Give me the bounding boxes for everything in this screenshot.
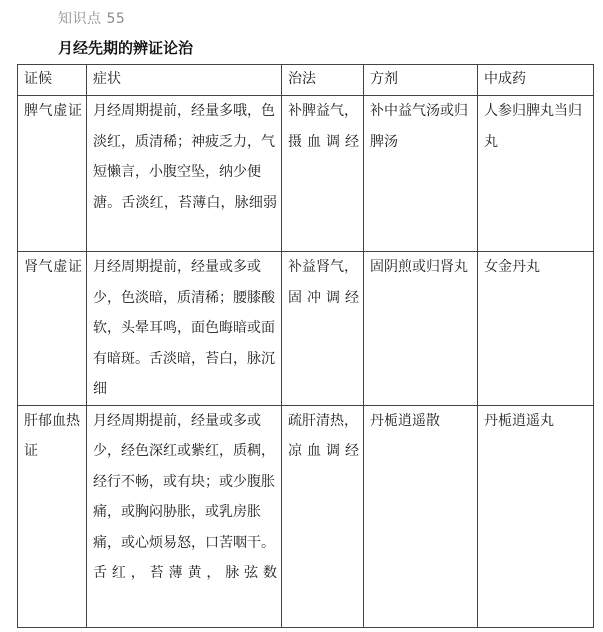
document-title: 月经先期的辨证论治 — [58, 39, 194, 57]
header-patent-medicine: 中成药 — [478, 65, 594, 96]
table-row — [18, 252, 594, 406]
symptoms-cell: 月经周期提前，经量或多或少，色淡暗，质清稀；腰膝酸软，头晕耳鸣，面色晦暗或面有暗斑。舌淡暗，苔白，脉沉细 — [87, 252, 282, 406]
header-formula: 方剂 — [364, 65, 478, 96]
formula-cell: 丹栀逍遥散 — [364, 405, 478, 627]
table-header-row — [18, 65, 594, 96]
syndrome-treatment-table — [17, 64, 594, 628]
table-row — [18, 96, 594, 252]
header-symptoms: 症状 — [87, 65, 282, 96]
header-syndrome: 证候 — [18, 65, 87, 96]
knowledge-point-label: 知识点 55 — [58, 11, 126, 27]
table-row — [18, 405, 594, 627]
patent-medicine-cell: 人参归脾丸当归丸 — [478, 96, 594, 252]
symptoms-cell: 月经周期提前，经量多哦，色淡红，质清稀；神疲乏力，气短懒言，小腹空坠，纳少便溏。舌淡红，苔薄白，脉细弱 — [87, 96, 282, 252]
symptoms-cell: 月经周期提前，经量或多或少，经色深红或紫红，质稠，经行不畅，或有块；或少腹胀痛，或胸闷胁胀，或乳房胀痛，或心烦易怒，口苦咽干。舌红，苔薄黄，脉弦数 — [87, 405, 282, 627]
formula-cell: 固阴煎或归肾丸 — [364, 252, 478, 406]
syndrome-cell: 肝郁血热证 — [18, 405, 87, 627]
treatment-cell: 疏肝清热，凉血调经 — [282, 405, 364, 627]
treatment-cell: 补脾益气，摄血调经 — [282, 96, 364, 252]
treatment-cell: 补益肾气，固冲调经 — [282, 252, 364, 406]
syndrome-cell: 肾气虚证 — [18, 252, 87, 406]
syndrome-cell: 脾气虚证 — [18, 96, 87, 252]
formula-cell: 补中益气汤或归脾汤 — [364, 96, 478, 252]
patent-medicine-cell: 丹栀逍遥丸 — [478, 405, 594, 627]
header-treatment: 治法 — [282, 65, 364, 96]
patent-medicine-cell: 女金丹丸 — [478, 252, 594, 406]
